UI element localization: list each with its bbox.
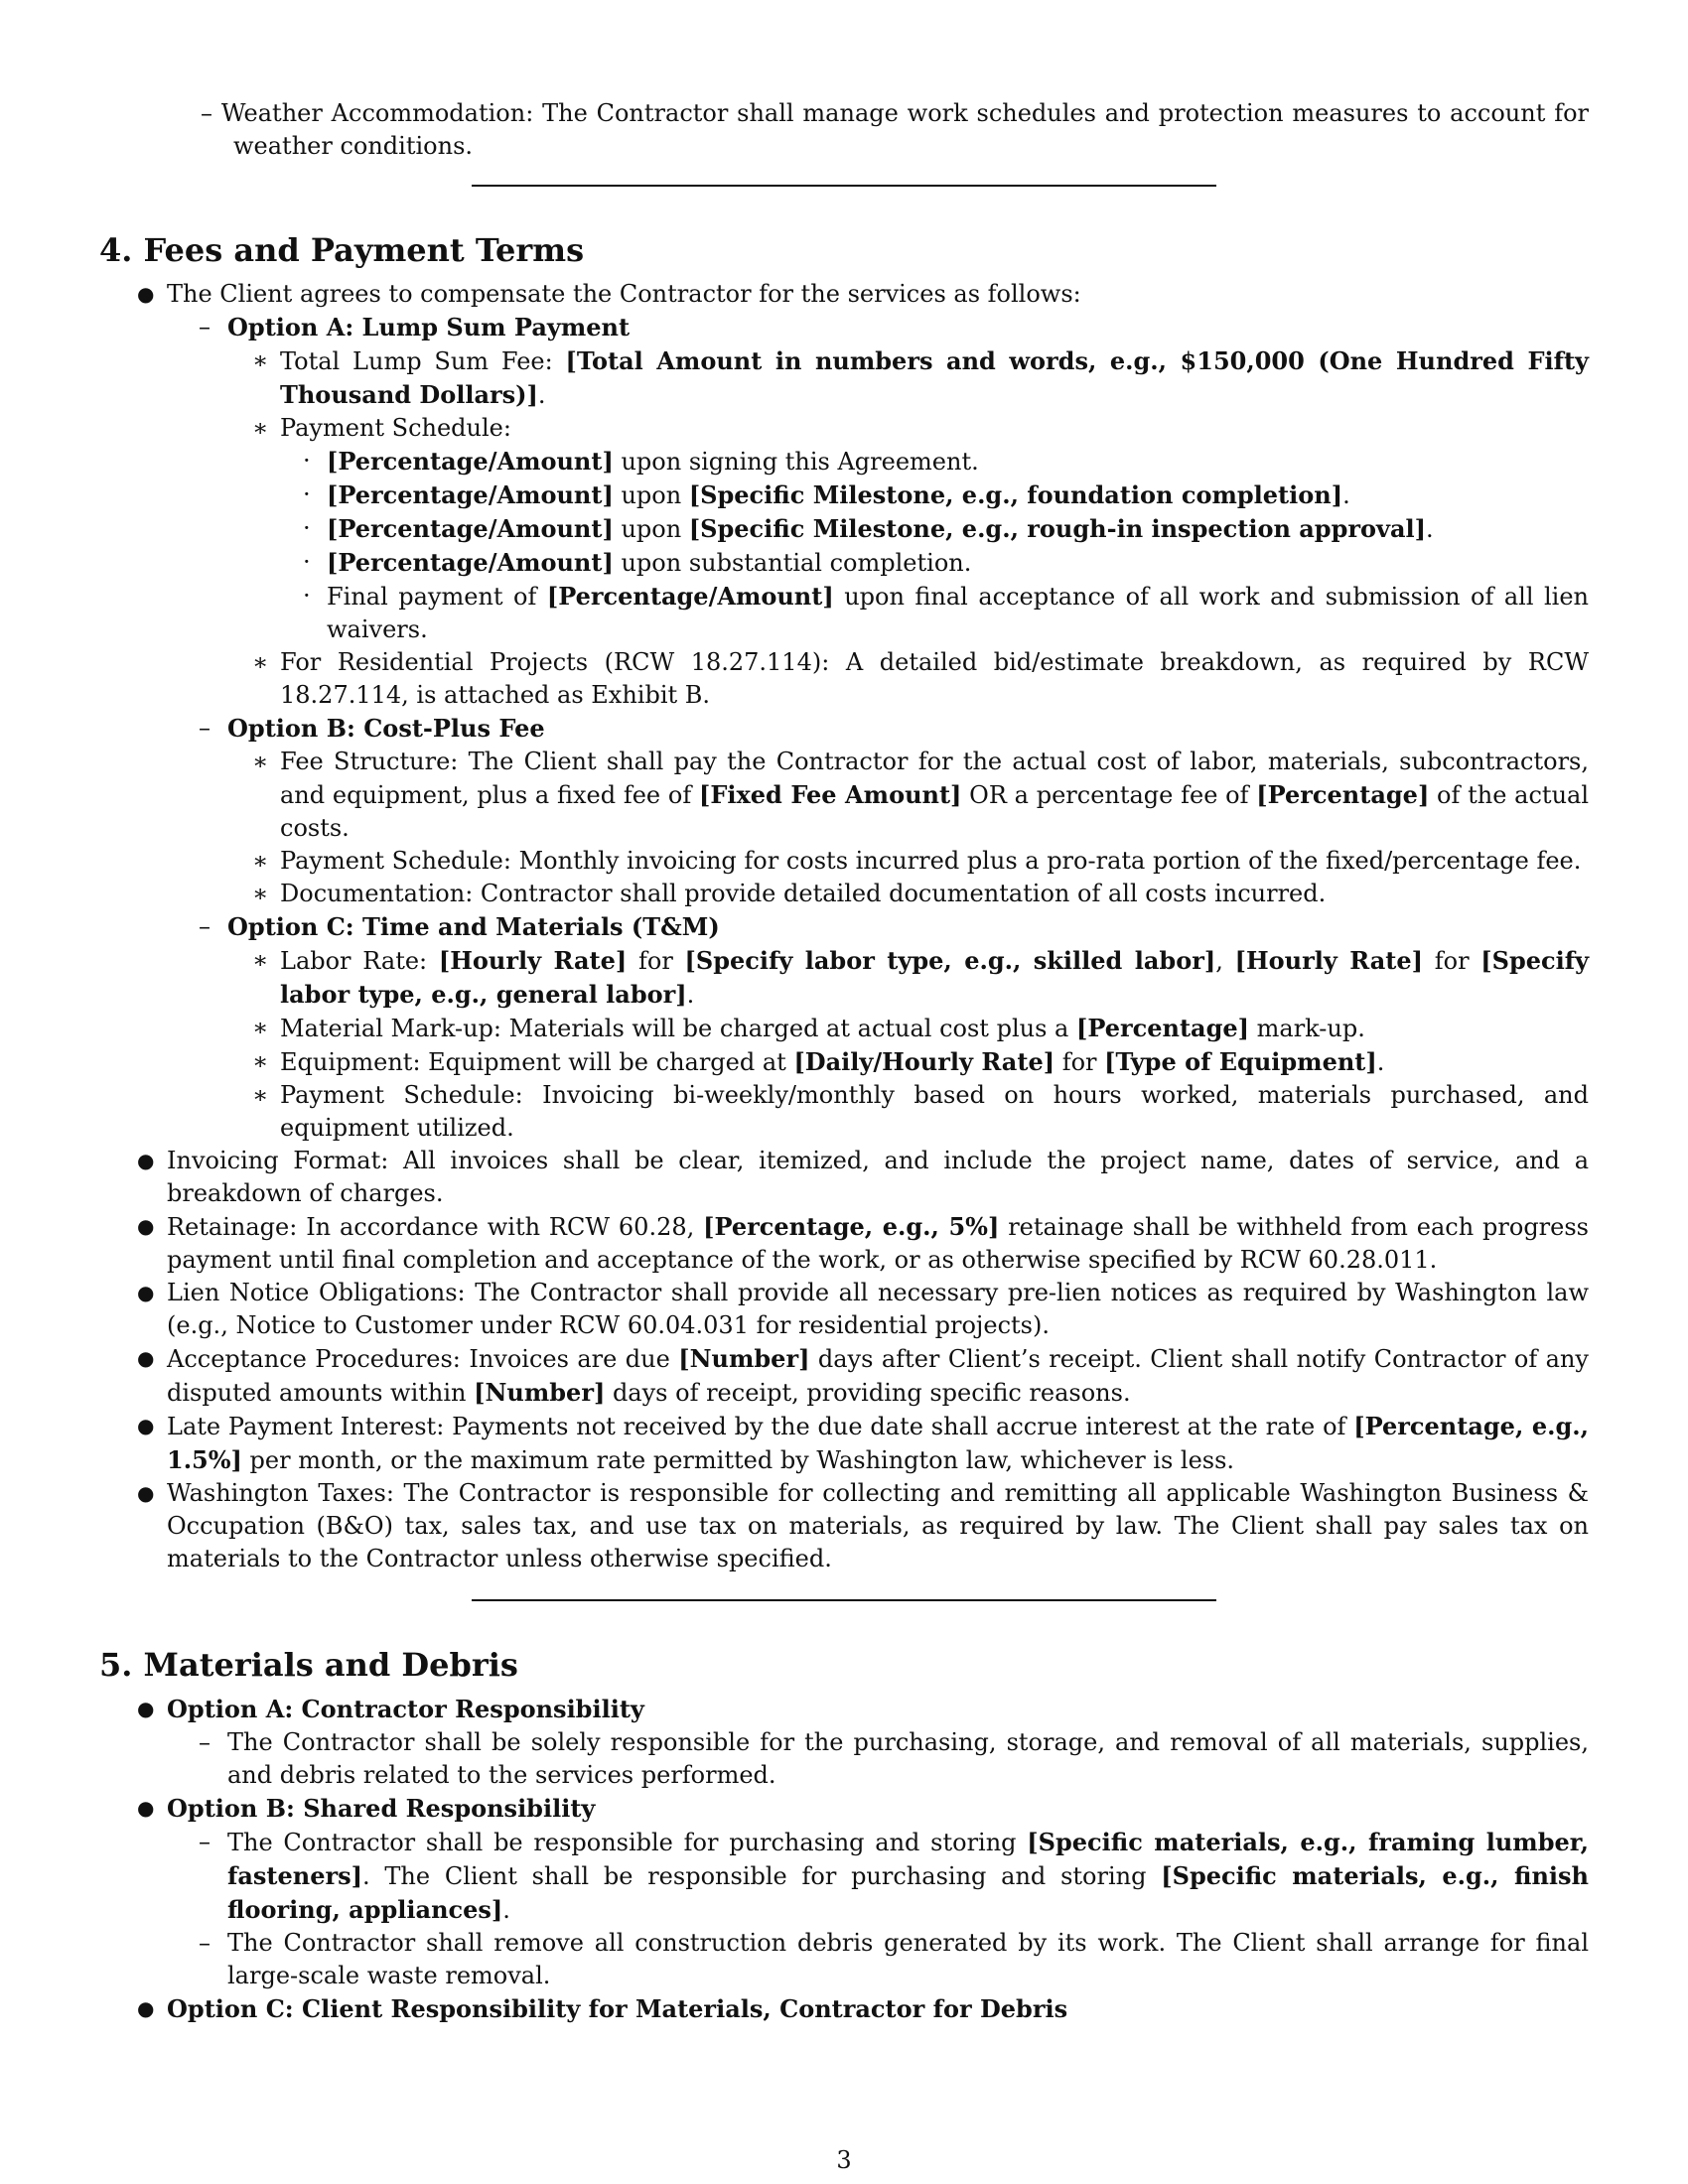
asterisk-icon: ∗ [252, 346, 269, 374]
list-item: – The Contractor shall remove all construction debris generated by its work. The Client shall arrange for final large-scale waste removal. [199, 1929, 1589, 1989]
asterisk-icon: ∗ [252, 414, 269, 442]
dot-icon: · [303, 548, 311, 576]
list-item: – The Contractor shall be solely responsible for the purchasing, storage, and removal of all materials, supplies, and debris related to the services performed. [199, 1728, 1589, 1789]
list-item: ∗ For Residential Projects (RCW 18.27.114): A detailed bid/estimate breakdown, as required by RCW 18.27.114, is attached as Exhibit B. [252, 648, 1589, 709]
option-c-item: ● Option C: Client Responsibility for Materials, Contractor for Debris [137, 1994, 1068, 2023]
bullet-icon: ● [137, 1414, 155, 1437]
dash-icon: – [199, 1929, 211, 1957]
asterisk-icon: ∗ [252, 1047, 269, 1075]
bullet-icon: ● [137, 1214, 155, 1238]
dot-icon: · [303, 447, 311, 475]
option-a-title: Option A: Lump Sum Payment [227, 313, 631, 341]
dash-icon: – [199, 1728, 211, 1756]
schedule-item: · [Percentage/Amount] upon [Specific Milestone, e.g., foundation completion]. [303, 480, 1350, 509]
list-item: ∗ Documentation: Contractor shall provide detailed documentation of all costs incurred. [99, 878, 1589, 910]
dash-icon: – [199, 313, 211, 341]
asterisk-icon: ∗ [252, 1081, 269, 1109]
section-divider [472, 1599, 1216, 1601]
list-item: – The Contractor shall be responsible for purchasing and storing [Specific materials, e.g., framing lumber, fasteners]. The Client shall be responsible for purchasing and storing [Specific materials, e.g., finish flooring, appliances]. [199, 1828, 1589, 1924]
bullet-icon: ● [137, 1281, 155, 1304]
list-item: ∗ Payment Schedule: Monthly invoicing for costs incurred plus a pro-rata portion of the fixed/percentage fee. [99, 845, 1589, 878]
section-4-heading: 4. Fees and Payment Terms [99, 231, 585, 269]
bullet-icon: ● [137, 1796, 155, 1820]
bullet-icon: ● [137, 1996, 155, 2020]
list-item: ● Lien Notice Obligations: The Contractor shall provide all necessary pre-lien notices as required by Washington law (e.g., Notice to Customer under RCW 60.04.031 for residential projects). [137, 1279, 1589, 1339]
list-item: ∗ Labor Rate: [Hourly Rate] for [Specify labor type, e.g., skilled labor], [Hourly Rate] for [Specify labor type, e.g., general labor]. [252, 946, 1590, 1009]
bullet-icon: ● [137, 282, 155, 306]
section-5-heading: 5. Materials and Debris [99, 1646, 518, 1684]
list-item: ∗ Material Mark-up: Materials will be charged at actual cost plus a [Percentage] mark-up. [252, 1014, 1365, 1042]
dash-icon: – [199, 714, 211, 742]
asterisk-icon: ∗ [252, 847, 269, 875]
schedule-item: · [Percentage/Amount] upon [Specific Milestone, e.g., rough-in inspection approval]. [303, 514, 1434, 543]
option-b-item [99, 712, 1589, 746]
section-divider [472, 185, 1216, 187]
section-4-list [99, 278, 1589, 1575]
bullet-icon: ● [137, 1149, 155, 1172]
section-5-list [99, 1693, 1589, 2026]
list-item: ● The Client agrees to compensate the Contractor for the services as follows: [99, 278, 1589, 311]
option-b-title: Option B: Cost-Plus Fee [227, 714, 545, 743]
option-b-item: ● Option B: Shared Responsibility [137, 1794, 596, 1823]
option-a-item: ● Option A: Contractor Responsibility [137, 1695, 644, 1723]
option-c-title: Option C: Time and Materials (T&M) [227, 912, 720, 941]
list-item: ∗ Payment Schedule: [99, 412, 1589, 445]
bullet-icon: ● [137, 1697, 155, 1720]
dash-icon: – [199, 1828, 211, 1855]
asterisk-icon: ∗ [252, 1014, 269, 1041]
page-number: 3 [836, 2146, 852, 2174]
list-item: ∗ Payment Schedule: Invoicing bi-weekly/monthly based on hours worked, materials purchased, and equipment utilized. [252, 1081, 1589, 1142]
list-item: ● Acceptance Procedures: Invoices are due [Number] days after Client’s receipt. Client shall notify Contractor of any disputed amounts within [Number] days of receipt, providing specific reasons. [137, 1344, 1589, 1407]
list-item: ∗ Total Lump Sum Fee: [Total Amount in numbers and words, e.g., $150,000 (One Hundred Fifty Thousand Dollars)]. [252, 346, 1589, 409]
asterisk-icon: ∗ [252, 648, 269, 676]
list-item: ● Invoicing Format: All invoices shall be clear, itemized, and include the project name, dates of service, and a breakdown of charges. [137, 1147, 1589, 1207]
dot-icon: · [303, 582, 311, 610]
schedule-item: · Final payment of [Percentage/Amount] upon final acceptance of all work and submission of all lien waivers. [303, 582, 1590, 643]
weather-accommodation-item: – Weather Accommodation: The Contractor shall manage work schedules and protection measures to account for weather conditions. [201, 99, 1589, 160]
schedule-item: · [Percentage/Amount] upon signing this Agreement. [303, 447, 979, 476]
list-item: ∗ Fee Structure: The Client shall pay the Contractor for the actual cost of labor, materials, subcontractors, and equipment, plus a fixed fee of [Fixed Fee Amount] OR a percentage fee of [Percentage] of the actual costs. [252, 748, 1590, 842]
bullet-icon: ● [137, 1346, 155, 1370]
list-item: ● Late Payment Interest: Payments not received by the due date shall accrue interest at the rate of [Percentage, e.g., 1.5%] per month, or the maximum rate permitted by Washington law, whichever is less. [137, 1412, 1589, 1474]
list-item: ● Washington Taxes: The Contractor is responsible for collecting and remitting all applicable Washington Business & Occupation (B&O) tax, sales tax, and use tax on materials, as required by law. The Client shall pay sales tax on materials to the Contractor unless otherwise specified. [137, 1479, 1589, 1572]
option-c-item [99, 910, 1589, 944]
list-item: ∗ Equipment: Equipment will be charged at [Daily/Hourly Rate] for [Type of Equipment]. [252, 1047, 1385, 1076]
dot-icon: · [303, 480, 311, 508]
asterisk-icon: ∗ [252, 748, 269, 775]
schedule-item: · [Percentage/Amount] upon substantial completion. [303, 548, 972, 577]
dash-icon: – [199, 912, 211, 940]
asterisk-icon: ∗ [252, 946, 269, 974]
list-item: ● Retainage: In accordance with RCW 60.28, [Percentage, e.g., 5%] retainage shall be withheld from each progress payment until final completion and acceptance of the work, or as otherwise specified by RCW 60.28.011. [137, 1212, 1589, 1274]
page-content [99, 97, 1589, 2026]
dot-icon: · [303, 514, 311, 542]
asterisk-icon: ∗ [252, 880, 269, 907]
bullet-icon: ● [137, 1481, 155, 1505]
option-a-item [99, 311, 1589, 344]
